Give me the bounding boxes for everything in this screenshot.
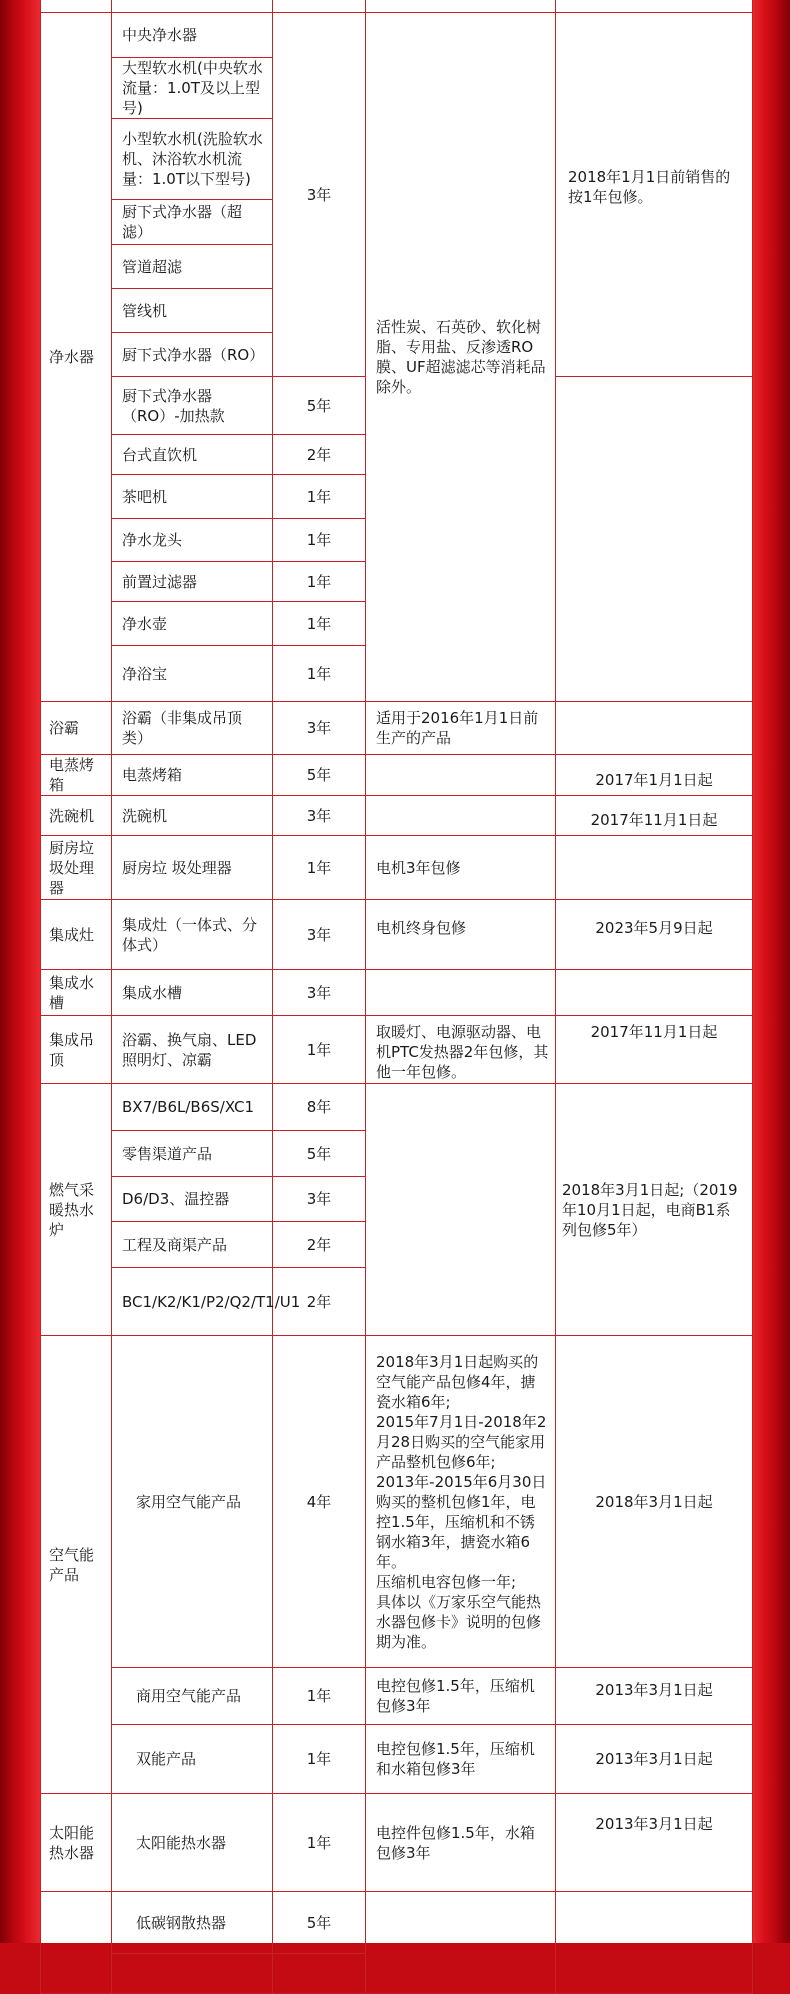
date-cell: 2017年1月1日起 [556, 755, 753, 796]
warranty-cell: 4年 [273, 1336, 366, 1668]
category-cell: 燃气采暖热水炉 [41, 1084, 112, 1336]
date-cell [556, 836, 753, 900]
warranty-cell [273, 1954, 366, 1994]
category-cell: 太阳能热水器 [41, 1794, 112, 1892]
table-row [41, 1668, 753, 1725]
warranty-table-sheet [40, 0, 752, 1943]
warranty-cell: 1年 [273, 1725, 366, 1794]
table-row [41, 1725, 753, 1794]
warranty-cell: 1年 [273, 1016, 366, 1084]
product-cell: 净水龙头 [112, 519, 273, 562]
warranty-cell: 1年 [273, 1668, 366, 1725]
warranty-cell: 1年 [273, 646, 366, 702]
category-cell: 净水器 [41, 13, 112, 702]
date-note: 2018年1月1日前销售的按1年包修。 [568, 168, 731, 206]
table-row [41, 900, 753, 970]
warranty-cell [273, 0, 366, 13]
category-cell: 空气能产品 [41, 1336, 112, 1794]
table-row [41, 0, 753, 13]
product-cell: 中央净水器 [112, 13, 273, 58]
note-cell [366, 1336, 556, 1668]
warranty-cell: 1年 [273, 562, 366, 602]
table-row [41, 1892, 753, 1954]
warranty-cell: 3年 [273, 702, 366, 755]
date-cell: 2013年3月1日起 [556, 1668, 753, 1725]
warranty-cell: 1年 [273, 475, 366, 519]
table-row [41, 970, 753, 1016]
warranty-cell: 5年 [273, 755, 366, 796]
product-cell [112, 1954, 273, 1994]
warranty-cell: 2年 [273, 435, 366, 475]
date-cell [556, 13, 753, 377]
note-cell: 适用于2016年1月1日前生产的产品 [366, 702, 556, 755]
table-row [41, 836, 753, 900]
product-cell: BX7/B6L/B6S/XC1 [112, 1084, 273, 1131]
table-row [41, 1016, 753, 1084]
warranty-cell: 5年 [273, 377, 366, 435]
date-cell: 2013年3月1日起 [556, 1794, 753, 1892]
warranty-cell: 3年 [273, 900, 366, 970]
product-cell: 集成水槽 [112, 970, 273, 1016]
product-cell: 商用空气能产品 [112, 1668, 273, 1725]
product-cell: 工程及商渠产品 [112, 1222, 273, 1268]
product-cell: BC1/K2/K1/P2/Q2/T1/U1 [112, 1268, 273, 1336]
date-cell [556, 377, 753, 702]
note-cell: 电机3年包修 [366, 836, 556, 900]
date-cell: 2023年5月9日起 [556, 900, 753, 970]
product-cell: 洗碗机 [112, 796, 273, 836]
date-cell [556, 0, 753, 13]
note-cell: 电控件包修1.5年，水箱包修3年 [366, 1794, 556, 1892]
category-cell: 集成灶 [41, 900, 112, 970]
note-cell: 电控包修1.5年，压缩机和水箱包修3年 [366, 1725, 556, 1794]
category-cell: 集成吊顶 [41, 1016, 112, 1084]
product-cell: 净浴宝 [112, 646, 273, 702]
product-cell: 集成灶（一体式、分体式） [112, 900, 273, 970]
table-row [41, 1794, 753, 1892]
product-cell: 净水壶 [112, 602, 273, 646]
warranty-cell: 5年 [273, 1131, 366, 1177]
product-cell: 厨下式净水器（超滤） [112, 200, 273, 245]
date-cell: 2013年3月1日起 [556, 1725, 753, 1794]
product-cell: 太阳能热水器 [112, 1794, 273, 1892]
date-cell: 2018年3月1日起 [556, 1336, 753, 1668]
warranty-cell: 3年 [273, 13, 366, 377]
warranty-cell: 1年 [273, 836, 366, 900]
product-cell: 电蒸烤箱 [112, 755, 273, 796]
date-cell: 2018年3月1日起;（2019年10月1日起，电商B1系列包修5年） [556, 1084, 753, 1336]
warranty-cell: 1年 [273, 1794, 366, 1892]
warranty-cell: 3年 [273, 970, 366, 1016]
note-cell: 电机终身包修 [366, 900, 556, 970]
note-cell: 取暖灯、电源驱动器、电机PTC发热器2年包修，其他一年包修。 [366, 1016, 556, 1084]
category-cell [41, 1892, 112, 1994]
product-cell: 大型软水机(中央软水流量：1.0T及以上型号) [112, 58, 273, 119]
table-row [41, 755, 753, 796]
left-red-border [0, 0, 40, 1943]
product-cell: 家用空气能产品 [112, 1336, 273, 1668]
note-cell [366, 755, 556, 796]
note-cell [366, 1892, 556, 1994]
note-cell: 电控包修1.5年，压缩机包修3年 [366, 1668, 556, 1725]
date-cell [556, 1892, 753, 1994]
warranty-cell: 5年 [273, 1892, 366, 1954]
product-cell: 管线机 [112, 289, 273, 333]
product-cell: 零售渠道产品 [112, 1131, 273, 1177]
category-cell: 集成水槽 [41, 970, 112, 1016]
product-cell: 茶吧机 [112, 475, 273, 519]
product-cell: D6/D3、温控器 [112, 1177, 273, 1222]
product-cell [112, 0, 273, 13]
table-row [41, 1336, 753, 1668]
warranty-cell: 2年 [273, 1268, 366, 1336]
note-cell [366, 970, 556, 1016]
category-cell: 洗碗机 [41, 796, 112, 836]
date-cell: 2017年11月1日起 [556, 1016, 753, 1084]
product-cell: 双能产品 [112, 1725, 273, 1794]
warranty-cell: 3年 [273, 796, 366, 836]
product-cell: 厨下式净水器（RO） [112, 333, 273, 377]
category-cell: 浴霸 [41, 702, 112, 755]
date-cell: 2017年11月1日起 [556, 796, 753, 836]
date-cell [556, 970, 753, 1016]
table-row [41, 13, 753, 58]
note-cell [366, 0, 556, 13]
warranty-cell: 1年 [273, 602, 366, 646]
note-cell [366, 796, 556, 836]
product-cell: 厨房垃 圾处理器 [112, 836, 273, 900]
product-cell: 管道超滤 [112, 245, 273, 289]
note-cell: 活性炭、石英砂、软化树脂、专用盐、反渗透RO膜、UF超滤滤芯等消耗品除外。 [366, 13, 556, 702]
table-row [41, 796, 753, 836]
table-row [41, 702, 753, 755]
product-cell: 低碳钢散热器 [112, 1892, 273, 1954]
warranty-cell: 1年 [273, 519, 366, 562]
category-cell: 电蒸烤箱 [41, 755, 112, 796]
warranty-table [40, 0, 753, 1994]
warranty-cell: 3年 [273, 1177, 366, 1222]
warranty-cell: 2年 [273, 1222, 366, 1268]
product-cell: 厨下式净水器（RO）-加热款 [112, 377, 273, 435]
note-cell [366, 1084, 556, 1336]
warranty-cell: 8年 [273, 1084, 366, 1131]
right-red-border [752, 0, 790, 1943]
product-cell: 前置过滤器 [112, 562, 273, 602]
product-cell: 台式直饮机 [112, 435, 273, 475]
note-text: 2018年3月1日起购买的空气能产品包修4年，搪瓷水箱6年; 2015年7月1日-2018年2月28日购买的空气能家用产品整机包修6年; 2013年-2015年6月30日购买的整机包修1年，电控1.5年，压缩机和不锈钢水箱3年，搪瓷水箱6年。 压缩机电容包修一年; 具体以《万家乐空气能热水器包修卡》说明的包修期为准。 [376, 1352, 547, 1651]
product-cell: 浴霸（非集成吊顶类） [112, 702, 273, 755]
category-cell: 厨房垃圾处理器 [41, 836, 112, 900]
product-cell: 小型软水机(洗脸软水机、沐浴软水机流量：1.0T以下型号) [112, 119, 273, 200]
date-cell [556, 702, 753, 755]
product-cell: 浴霸、换气扇、LED照明灯、凉霸 [112, 1016, 273, 1084]
table-row [41, 1084, 753, 1131]
category-cell [41, 0, 112, 13]
